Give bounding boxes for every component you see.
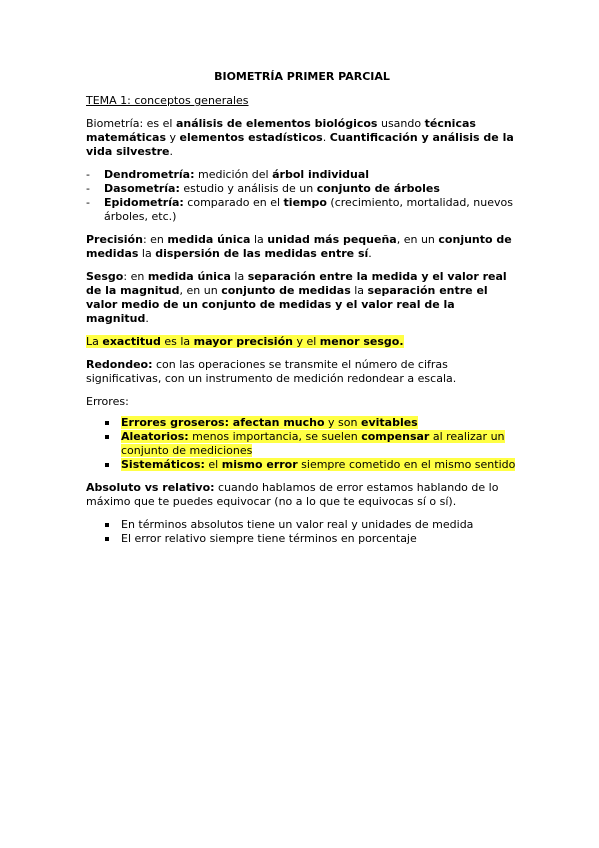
bold-run: mayor precisión	[193, 335, 293, 348]
text-run: .	[169, 145, 173, 158]
bold-run: Dendrometría:	[104, 168, 195, 181]
errores-label: Errores:	[86, 395, 129, 408]
bold-run: conjunto de medidas	[86, 233, 512, 260]
bold-run: separación entre el valor medio de un conjunto de medidas y el valor real de la magnitud	[86, 284, 488, 325]
bold-run: menor sesgo	[319, 335, 400, 348]
text-run: Biometría: es el	[86, 117, 176, 130]
list-item	[86, 196, 518, 224]
bold-run: exactitud	[102, 335, 161, 348]
bold-run: compensar	[361, 430, 430, 443]
text-run: la	[350, 284, 368, 297]
bold-run: Absoluto vs relativo:	[86, 481, 215, 494]
highlighted-run	[121, 416, 418, 429]
bold-run: árbol individual	[272, 168, 370, 181]
text-run: la	[138, 247, 156, 260]
square-bullet	[105, 463, 109, 467]
text-run: y el	[292, 335, 320, 348]
dash-bullet: -	[86, 182, 90, 195]
bold-run: Precisión	[86, 233, 143, 246]
document-title: BIOMETRÍA PRIMER PARCIAL	[214, 70, 390, 83]
list-item	[86, 430, 518, 458]
absolute-relative-list	[86, 518, 518, 546]
text-run: siempre cometido en el mismo sentido	[297, 458, 516, 471]
bold-run: Errores groseros: afectan mucho	[121, 416, 325, 429]
list-item	[86, 416, 518, 430]
bold-run: análisis de elementos biológicos	[175, 117, 378, 130]
bold-run: medida única	[147, 270, 231, 283]
section-heading: TEMA 1: conceptos generales	[86, 94, 249, 107]
dash-bullet: -	[86, 196, 90, 209]
text-run: comparado en el	[183, 196, 284, 209]
text-run: , en un	[179, 284, 222, 297]
text-run: usando	[377, 117, 425, 130]
bold-run: evitables	[360, 416, 418, 429]
list-item	[86, 168, 518, 182]
exactitud-paragraph	[86, 335, 518, 349]
bold-run: Dasometría:	[104, 182, 180, 195]
text-run: y son	[324, 416, 361, 429]
text-run: la	[230, 270, 248, 283]
bold-run: unidad más pequeña	[267, 233, 397, 246]
text-run: es la	[160, 335, 194, 348]
bold-run: dispersión de las medidas entre sí	[155, 247, 369, 260]
document-body	[86, 70, 518, 555]
text-run: , en un	[396, 233, 439, 246]
bold-run: conjunto de medidas	[221, 284, 351, 297]
text-run: menos importancia, se suelen	[188, 430, 362, 443]
bold-run: medida única	[167, 233, 251, 246]
text-run: : en	[123, 270, 148, 283]
list-item	[86, 182, 518, 196]
text-run: el	[204, 458, 222, 471]
bold-run: conjunto de árboles	[316, 182, 440, 195]
bold-run: separación entre la medida y el valor real de la magnitud	[86, 270, 507, 297]
text-run: La	[86, 335, 103, 348]
square-bullet	[105, 421, 109, 425]
square-bullet	[105, 537, 109, 541]
branches-list	[86, 168, 518, 224]
bold-run: .	[399, 335, 404, 348]
text-run: .	[322, 131, 330, 144]
bold-run: tiempo	[283, 196, 327, 209]
sesgo-paragraph	[86, 270, 518, 326]
bold-run: Sesgo	[86, 270, 124, 283]
precision-paragraph	[86, 233, 518, 261]
bold-run: Cuantificación y análisis de la vida silvestre	[86, 131, 514, 158]
biometria-paragraph	[86, 117, 518, 159]
text-run: estudio y análisis de un	[179, 182, 317, 195]
square-bullet	[105, 435, 109, 439]
text-run: .	[368, 247, 372, 260]
text-run: y	[166, 131, 180, 144]
bold-run: mismo error	[221, 458, 298, 471]
list-item	[86, 532, 518, 546]
text-run: la	[250, 233, 268, 246]
errors-list	[86, 416, 518, 472]
bold-run: Aleatorios:	[121, 430, 189, 443]
highlighted-run	[121, 458, 515, 471]
square-bullet	[105, 523, 109, 527]
text-run: El error relativo siempre tiene términos en porcentaje	[121, 532, 417, 545]
bold-run: elementos estadísticos	[179, 131, 323, 144]
text-run: al realizar un conjunto de mediciones	[121, 430, 505, 457]
text-run: En términos absolutos tiene un valor real y unidades de medida	[121, 518, 474, 531]
text-run: : en	[142, 233, 168, 246]
bold-run: Epidometría:	[104, 196, 184, 209]
text-run: (crecimiento, mortalidad, nuevos árboles, etc.)	[104, 196, 513, 223]
text-run: cuando hablamos de error estamos hablando de lo máximo que te puedes equivocar (no a lo que te equivocas sí o sí).	[86, 481, 499, 508]
list-item	[86, 518, 518, 532]
dash-bullet: -	[86, 168, 90, 181]
highlighted-run	[86, 335, 404, 348]
absoluto-paragraph	[86, 481, 518, 509]
highlighted-run	[121, 430, 505, 457]
text-run: medición del	[194, 168, 273, 181]
bold-run: técnicas matemáticas	[86, 117, 476, 144]
text-run: .	[145, 312, 149, 325]
redondeo-paragraph	[86, 358, 518, 386]
bold-run: Redondeo:	[86, 358, 153, 371]
list-item	[86, 458, 518, 472]
bold-run: Sistemáticos:	[121, 458, 205, 471]
text-run: con las operaciones se transmite el número de cifras significativas, con un instrumento de medición redondear a escala.	[86, 358, 457, 385]
